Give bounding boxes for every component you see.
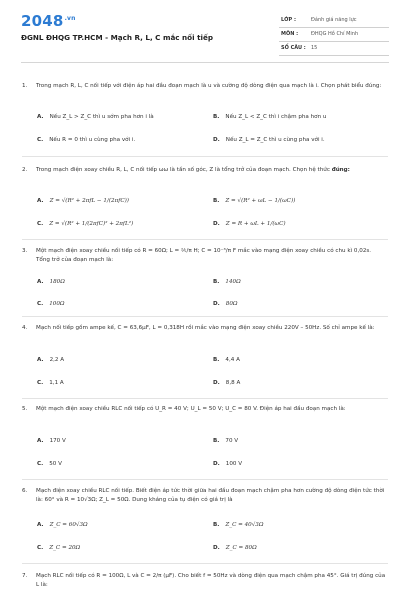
option-c[interactable] (37, 545, 80, 551)
option-text: 2,2 A (49, 357, 65, 363)
option-letter: B. (213, 522, 220, 528)
option-text: 100Ω (49, 301, 65, 307)
option-text: Nếu Z_L < Z_C thì i chậm pha hơn u (225, 114, 327, 120)
meta-table (279, 14, 389, 56)
document-header (0, 0, 400, 66)
option-letter: C. (37, 221, 44, 227)
question-stem: Mạch nối tiếp gồm ampe kế, C = 63,6μF, L = 0,318H rồi mắc vào mạng điện xoay chiều 220V – 50Hz. Số chỉ ampe kế là: (36, 325, 375, 331)
meta-row-subject (279, 28, 389, 42)
question-stem: Một mạch điện xoay chiều nối tiếp có R = 60Ω; L = ⅖/π H; C = 10⁻³/π F mắc vào mạng điện xoay chiều có chu kì 0,02s. Tổng trở của đoạn mạch là: (36, 248, 372, 263)
option-letter: C. (37, 461, 44, 467)
option-c[interactable] (37, 380, 64, 386)
stem-emphasis: đúng: (331, 167, 350, 173)
option-letter: A. (37, 357, 44, 363)
option-c[interactable] (37, 301, 65, 307)
option-b[interactable] (213, 198, 295, 204)
question-divider (22, 156, 388, 157)
question-stem: Mạch điện xoay chiều RLC nối tiếp. Biết điện áp tức thời giữa hai đầu đoạn mạch chậm pha hơn cường độ dòng điện tức thời là: 60° và R = 10√3Ω; Z_L = 50Ω. Dung kháng của tụ điện có giá trị là (36, 488, 385, 503)
option-b[interactable] (213, 438, 238, 444)
option-d[interactable] (213, 137, 325, 143)
option-text: Z_C = 40√3Ω (225, 522, 264, 528)
option-letter: C. (37, 301, 44, 307)
option-letter: D. (213, 221, 220, 227)
option-text: 1,1 A (49, 380, 64, 386)
question-number: 1. (22, 83, 28, 89)
option-text: Z_C = 80Ω (225, 545, 257, 551)
option-c[interactable] (37, 137, 135, 143)
question-number: 6. (22, 488, 28, 494)
option-d[interactable] (213, 221, 286, 227)
option-text: Nếu Z_L > Z_C thì u sớm pha hơn i là (49, 114, 154, 120)
option-text: Z = R + ωL + 1/(ωC) (225, 221, 286, 227)
option-text: 180Ω (49, 279, 65, 285)
option-c[interactable] (37, 221, 133, 227)
option-text: 50 V (49, 461, 62, 467)
option-letter: A. (37, 198, 44, 204)
option-text: 140Ω (225, 279, 241, 285)
question-divider (22, 479, 388, 480)
question-stem: Trong mạch R, L, C nối tiếp với điện áp hai đầu đoạn mạch là u và cường độ dòng điện qua mạch là i. Chọn phát biểu đúng: (36, 83, 382, 89)
option-letter: A. (37, 279, 44, 285)
meta-key: SỐ CÂU : (281, 45, 306, 51)
option-letter: D. (213, 301, 220, 307)
meta-value: ĐHQG Hồ Chí Minh (311, 31, 359, 37)
option-a[interactable] (37, 438, 66, 444)
option-letter: C. (37, 137, 44, 143)
meta-row-count (279, 42, 389, 56)
option-text: 80Ω (225, 301, 238, 307)
option-letter: D. (213, 545, 220, 551)
option-letter: A. (37, 522, 44, 528)
option-letter: A. (37, 114, 44, 120)
option-b[interactable] (213, 357, 240, 363)
option-text: 4,4 A (225, 357, 240, 363)
option-text: 8,8 A (225, 380, 241, 386)
option-b[interactable] (213, 114, 326, 120)
option-letter: B. (213, 357, 220, 363)
logo-suffix: .vn (64, 15, 76, 22)
stem-text: Trong mạch điện xoay chiều R, L, C nối tiếp ωω là tần số góc, Z là tổng trở của đoạn mạch. Chọn hệ thức (36, 167, 330, 173)
option-text: 100 V (225, 461, 243, 467)
option-d[interactable] (213, 461, 242, 467)
question-number: 5. (22, 406, 28, 412)
option-d[interactable] (213, 301, 238, 307)
option-b[interactable] (213, 279, 241, 285)
option-c[interactable] (37, 461, 62, 467)
option-letter: B. (213, 114, 220, 120)
option-d[interactable] (213, 380, 240, 386)
option-b[interactable] (213, 522, 263, 528)
meta-value: Đánh giá năng lực (311, 17, 357, 23)
option-text: Z_C = 60√3Ω (49, 522, 88, 528)
option-text: Z_C = 20Ω (49, 545, 81, 551)
option-a[interactable] (37, 279, 65, 285)
option-letter: C. (37, 545, 44, 551)
option-letter: B. (213, 198, 220, 204)
question-stem: Mạch RLC nối tiếp có R = 100Ω, L và C = 2/π (μF). Cho biết f = 50Hz và dòng điện qua mạch chậm pha 45°. Giá trị đúng của L là: (36, 573, 386, 588)
question-stem: Một mạch điện xoay chiều RLC nối tiếp có U_R = 40 V; U_L = 50 V; U_C = 80 V. Điện áp hai đầu đoạn mạch là: (36, 406, 346, 412)
meta-key: MÔN : (281, 31, 299, 37)
option-text: Z = √(R² + ωL − 1/(ωC)) (225, 198, 296, 204)
meta-value: 15 (311, 45, 318, 51)
option-text: Nếu R = 0 thì u cùng pha với i. (49, 137, 136, 143)
option-letter: A. (37, 438, 44, 444)
option-text: Z = √(R² + 1/(2πfC)² + 2πfL²) (49, 221, 134, 227)
option-letter: B. (213, 279, 220, 285)
option-a[interactable] (37, 198, 129, 204)
option-letter: D. (213, 380, 220, 386)
question-number: 4. (22, 325, 28, 331)
option-text: Nếu Z_L = Z_C thì u cùng pha với i. (225, 137, 325, 143)
question-number: 2. (22, 167, 28, 173)
question-divider (22, 398, 388, 399)
document-title: ĐGNL ĐHQG TP.HCM - Mạch R, L, C mắc nối tiếp (21, 33, 213, 42)
option-d[interactable] (213, 545, 257, 551)
question-stem (36, 166, 386, 175)
option-text: 170 V (49, 438, 66, 444)
option-letter: D. (213, 461, 220, 467)
question-divider (22, 563, 388, 564)
meta-key: LỚP : (281, 17, 296, 23)
option-a[interactable] (37, 114, 154, 120)
question-divider (22, 239, 388, 240)
logo-text: 2048 (21, 12, 64, 30)
option-text: Z = √(R² + 2πfL − 1/(2πfC)) (49, 198, 129, 204)
header-divider (21, 62, 389, 63)
question-divider (22, 316, 388, 317)
option-letter: B. (213, 438, 220, 444)
option-letter: D. (213, 137, 220, 143)
question-number: 3. (22, 248, 28, 254)
option-text: 70 V (225, 438, 239, 444)
question-number: 7. (22, 573, 28, 579)
site-logo[interactable] (21, 12, 76, 30)
meta-row-class (279, 14, 389, 28)
option-a[interactable] (37, 357, 64, 363)
option-a[interactable] (37, 522, 88, 528)
option-letter: C. (37, 380, 44, 386)
